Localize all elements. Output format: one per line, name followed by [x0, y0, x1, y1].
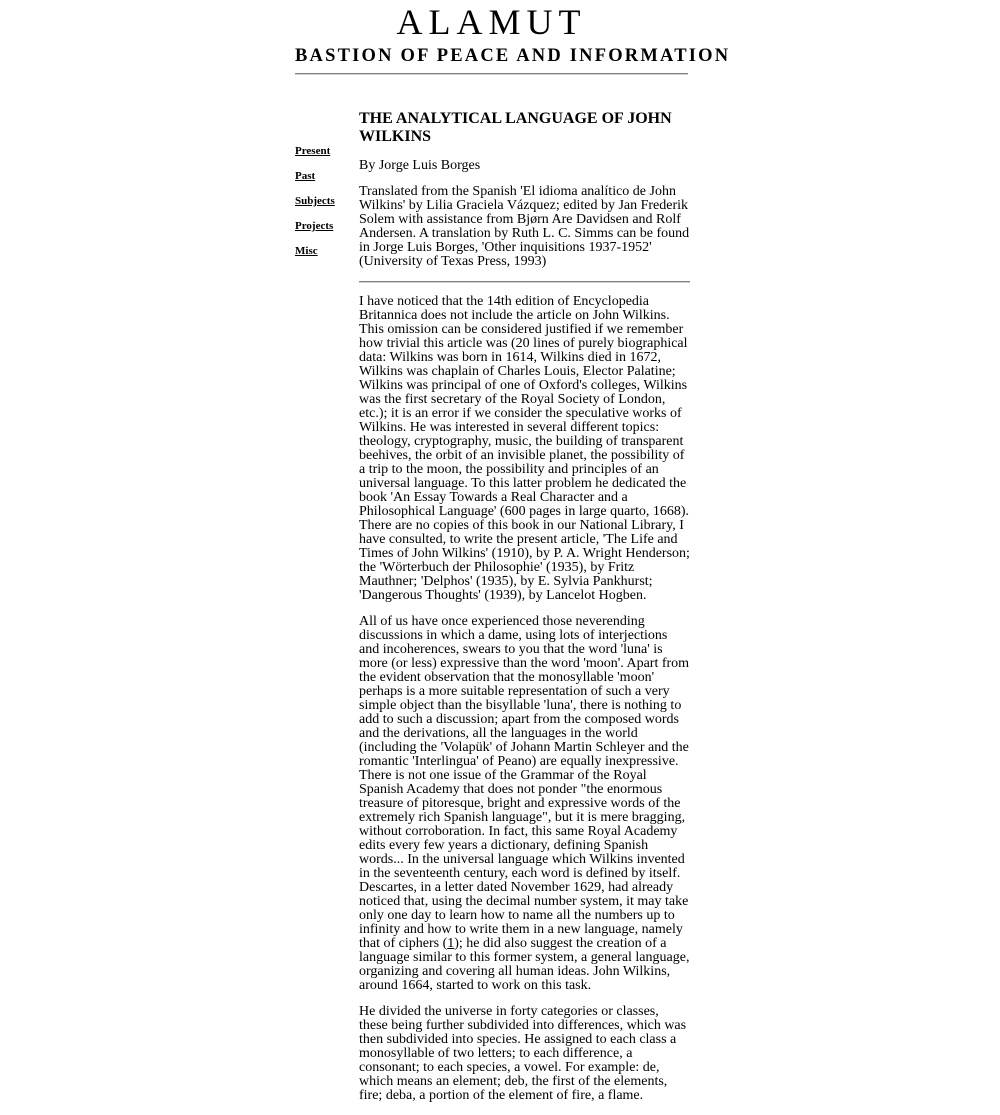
nav-link-subjects[interactable]: Subjects	[295, 195, 335, 207]
article-paragraph-1: I have noticed that the 14th edition of Encyclopedia Britannica does not include the article on John Wilkins. This omission can be considered justified if we remember how trivial this article was (20 lines of purely biographical data: Wilkins was born in 1614, Wilkins died in 1672, Wilkins was chaplain of Charles Louis, Elector Palatine; Wilkins was principal of one of Oxford's colleges, Wilkins was the first secretary of the Royal Society of London, etc.); it is an error if we consider the speculative works of Wilkins. He was interested in several different topics: theology, cryptography, music, the building of transparent beehives, the orbit of an invisible planet, the possibility of a trip to the moon, the possibility and principles of an universal language. To this latter problem he dedicated the book 'An Essay Towards a Real Character and a Philosophical Language' (600 pages in large quarto, 1668). There are no copies of this book in our National Library, I have consulted, to write the present article, 'The Life and Times of John Wilkins' (1910), by P. A. Wright Henderson; the 'Wörterbuch der Philosophie' (1935), by Fritz Mauthner; 'Delphos' (1935), by E. Sylvia Pankhurst; 'Dangerous Thoughts' (1939), by Lancelot Hogben.	[359, 294, 690, 603]
site-header	[295, 0, 731, 67]
header-divider	[295, 73, 688, 75]
article-byline: By Jorge Luis Borges	[359, 158, 481, 173]
site-tagline: BASTION OF PEACE AND INFORMATION	[295, 46, 731, 66]
sidebar-nav	[295, 144, 355, 269]
nav-link-present[interactable]: Present	[295, 145, 331, 157]
paragraph-2-text-b: ); he did also suggest the creation of a language similar to this former system, a general language, organizing and covering all human ideas. John Wilkins, around 1664, started to work on this task.	[359, 936, 690, 993]
site-title: ALAMUT	[396, 2, 587, 42]
footnote-link-1[interactable]: 1	[447, 936, 455, 951]
nav-link-misc[interactable]: Misc	[295, 245, 318, 257]
article-title: THE ANALYTICAL LANGUAGE OF JOHN WILKINS	[359, 110, 672, 145]
nav-link-past[interactable]: Past	[295, 170, 316, 182]
translation-note: Translated from the Spanish 'El idioma analítico de John Wilkins' by Lilia Graciela Vázquez; edited by Jan Frederik Solem with assistance from Bjørn Are Davidsen and Rolf Andersen. A translation by Ruth L. C. Simms can be found in Jorge Luis Borges, 'Other inquisitions 1937-1952' (University of Texas Press, 1993)	[359, 184, 690, 269]
nav-link-projects[interactable]: Projects	[295, 220, 334, 232]
article-paragraph-3: He divided the universe in forty categories or classes, these being further subdivided into differences, which was then subdivided into species. He assigned to each class a monosyllable of two letters; to each difference, a consonant; to each species, a vowel. For example: de, which means an element; deb, the first of the elements, fire; deba, a portion of the element of fire, a flame.	[359, 1004, 687, 1103]
article-content	[359, 110, 690, 1115]
paragraph-2-text-a: All of us have once experienced those neverending discussions in which a dame, using lots of interjections and incoherences, swears to you that the word 'luna' is more (or less) expressive than the word 'moon'. Apart from the evident observation that the monosyllable 'moon' perhaps is a more suitable representation of such a very simple object than the bisyllable 'luna', there is nothing to add to such a discussion; apart from the composed words and the derivations, all the languages in the world (including the 'Volapük' of Johann Martin Schleyer and the romantic 'Interlingua' of Peano) are equally inexpressive. There is not one issue of the Grammar of the Royal Spanish Academy that does not ponder "the enormous treasure of pitoresque, bright and expressive words of the extremely rich Spanish language", but it is mere bragging, without corroboration. In fact, this same Royal Academy edits every few years a dictionary, defining Spanish words... In the universal language which Wilkins invented in the seventeenth century, each word is defined by itself. Descartes, in a letter dated November 1629, had already noticed that, using the decimal number system, it may take only one day to learn how to name all the numbers up to infinity and how to write them in a new language, namely that of ciphers (	[359, 614, 690, 951]
article-paragraph-2	[359, 615, 690, 993]
content-divider	[359, 281, 690, 283]
